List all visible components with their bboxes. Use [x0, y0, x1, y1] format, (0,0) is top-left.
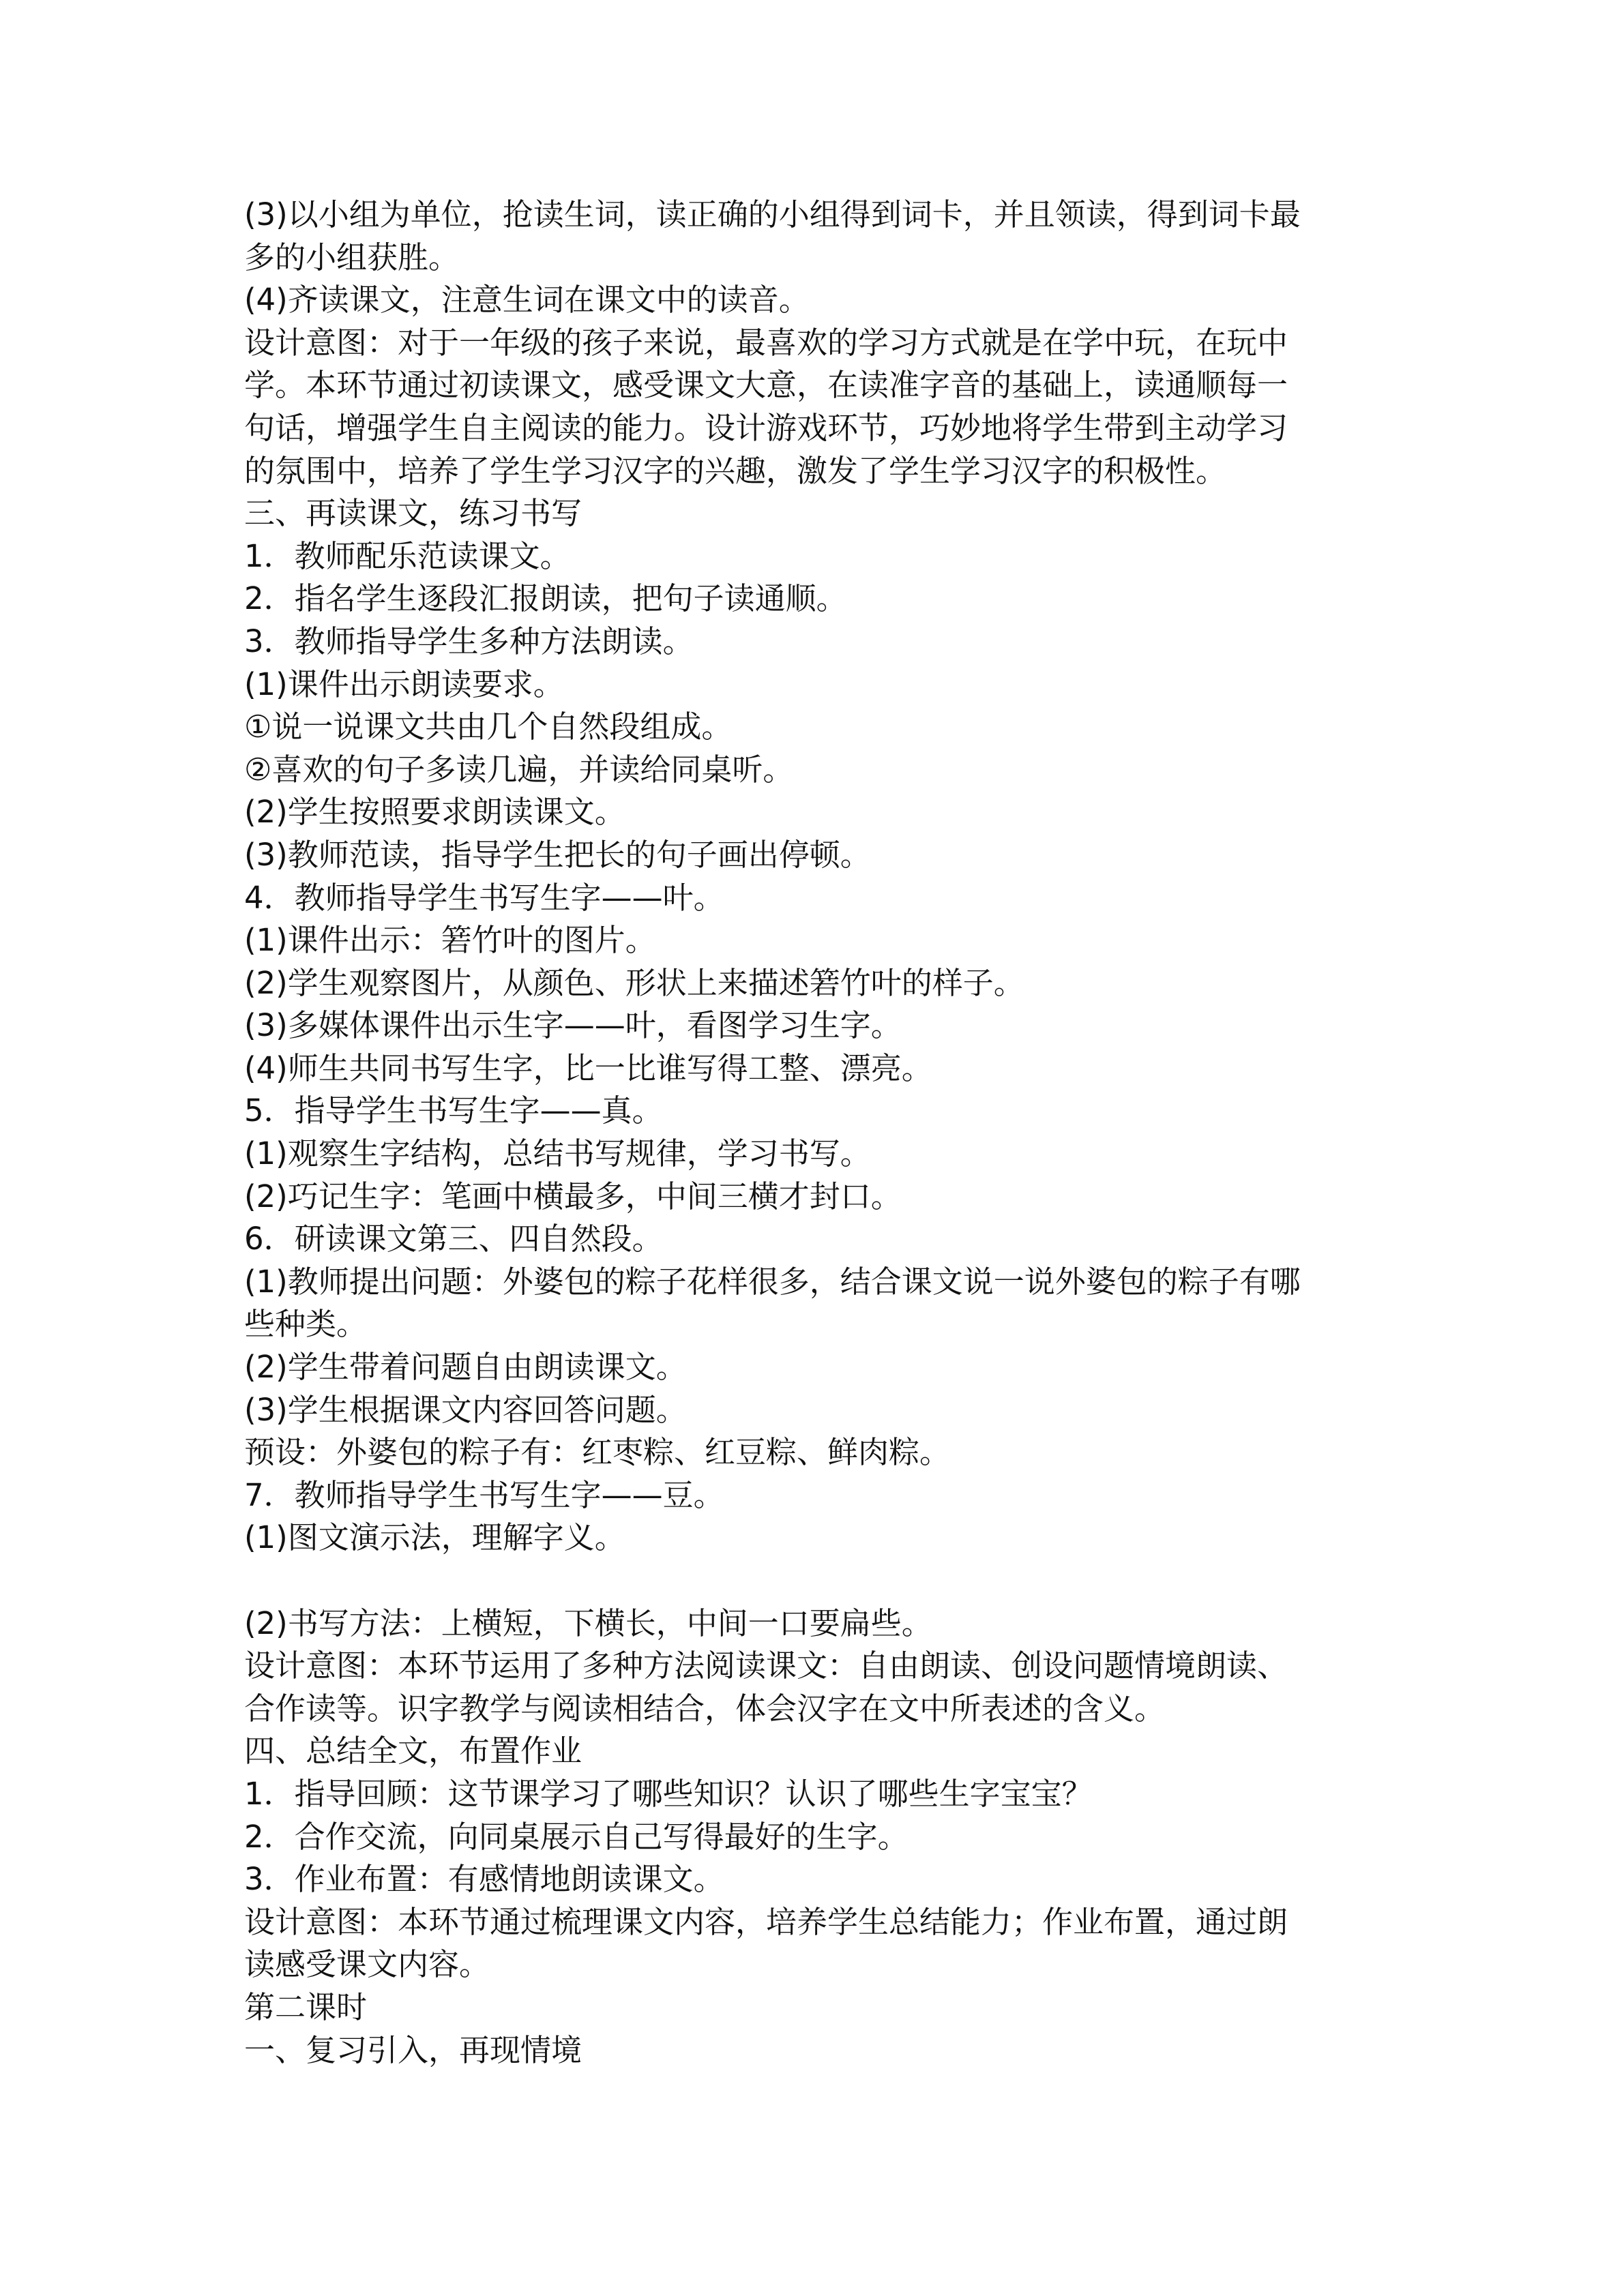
- text-line: 7．教师指导学生书写生字——豆。: [244, 1476, 724, 1513]
- text-line: 读感受课文内容。: [244, 1946, 490, 1983]
- text-line: (1)课件出示朗读要求。: [244, 666, 564, 702]
- text-line: (1)课件出示：箬竹叶的图片。: [244, 922, 656, 959]
- text-line: (4)齐读课文，注意生词在课文中的读音。: [244, 282, 810, 318]
- text-line: 6．研读课文第三、四自然段。: [244, 1221, 663, 1257]
- text-line: 3．教师指导学生多种方法朗读。: [244, 623, 694, 659]
- text-line: 设计意图：本环节通过梳理课文内容，培养学生总结能力；作业布置，通过朗: [244, 1903, 1288, 1940]
- section-heading: 四、总结全文，布置作业: [244, 1733, 582, 1770]
- text-line: 些种类。: [244, 1306, 368, 1343]
- blank-line: [244, 1560, 1370, 1602]
- text-line: (3)以小组为单位，抢读生词，读正确的小组得到词卡，并且领读，得到词卡最: [244, 196, 1301, 233]
- text-line: (1)观察生字结构，总结书写规律，学习书写。: [244, 1135, 871, 1172]
- text-line: 1．指导回顾：这节课学习了哪些知识？认识了哪些生字宝宝？: [244, 1775, 1093, 1812]
- text-line: 学。本环节通过初读课文，感受课文大意，在读准字音的基础上，读通顺每一: [244, 367, 1288, 404]
- text-line: (3)多媒体课件出示生字——叶，看图学习生字。: [244, 1007, 902, 1044]
- text-line: 句话，增强学生自主阅读的能力。设计游戏环节，巧妙地将学生带到主动学习: [244, 409, 1288, 446]
- text-line: 合作读等。识字教学与阅读相结合，体会汉字在文中所表述的含义。: [244, 1690, 1166, 1727]
- text-line: (1)教师提出问题：外婆包的粽子花样很多，结合课文说一说外婆包的粽子有哪: [244, 1263, 1301, 1300]
- text-line: 设计意图：对于一年级的孩子来说，最喜欢的学习方式就是在学中玩，在玩中: [244, 324, 1288, 361]
- section-heading: 三、再读课文，练习书写: [244, 495, 582, 532]
- section-heading: 一、复习引入，再现情境: [244, 2031, 582, 2068]
- text-line: (3)学生根据课文内容回答问题。: [244, 1391, 687, 1428]
- text-line: 2．指名学生逐段汇报朗读，把句子读通顺。: [244, 580, 847, 617]
- text-line: ②喜欢的句子多读几遍，并读给同桌听。: [244, 751, 794, 788]
- text-line: 3．作业布置：有感情地朗读课文。: [244, 1861, 724, 1898]
- text-line: (1)图文演示法，理解字义。: [244, 1519, 625, 1556]
- text-line: 设计意图：本环节运用了多种方法阅读课文：自由朗读、创设问题情境朗读、: [244, 1648, 1288, 1684]
- text-line: (2)学生观察图片，从颜色、形状上来描述箬竹叶的样子。: [244, 964, 1024, 1001]
- text-line: ①说一说课文共由几个自然段组成。: [244, 709, 733, 745]
- text-line: (2)学生按照要求朗读课文。: [244, 794, 625, 831]
- lesson-heading: 第二课时: [244, 1988, 368, 2025]
- text-line: 2．合作交流，向同桌展示自己写得最好的生字。: [244, 1818, 909, 1855]
- text-line: 4．教师指导学生书写生字——叶。: [244, 879, 724, 916]
- text-line: (4)师生共同书写生字，比一比谁写得工整、漂亮。: [244, 1049, 932, 1086]
- text-line: (2)学生带着问题自由朗读课文。: [244, 1349, 687, 1386]
- document-body: [244, 194, 1370, 2072]
- text-line: 多的小组获胜。: [244, 239, 460, 275]
- text-line: 预设：外婆包的粽子有：红枣粽、红豆粽、鲜肉粽。: [244, 1434, 951, 1471]
- text-line: 1．教师配乐范读课文。: [244, 537, 571, 574]
- text-line: 的氛围中，培养了学生学习汉字的兴趣，激发了学生学习汉字的积极性。: [244, 452, 1227, 489]
- text-line: 5．指导学生书写生字——真。: [244, 1092, 663, 1129]
- text-line: (2)书写方法：上横短，下横长，中间一口要扁些。: [244, 1605, 932, 1641]
- text-line: (2)巧记生字：笔画中横最多，中间三横才封口。: [244, 1178, 902, 1214]
- text-line: (3)教师范读，指导学生把长的句子画出停顿。: [244, 836, 871, 873]
